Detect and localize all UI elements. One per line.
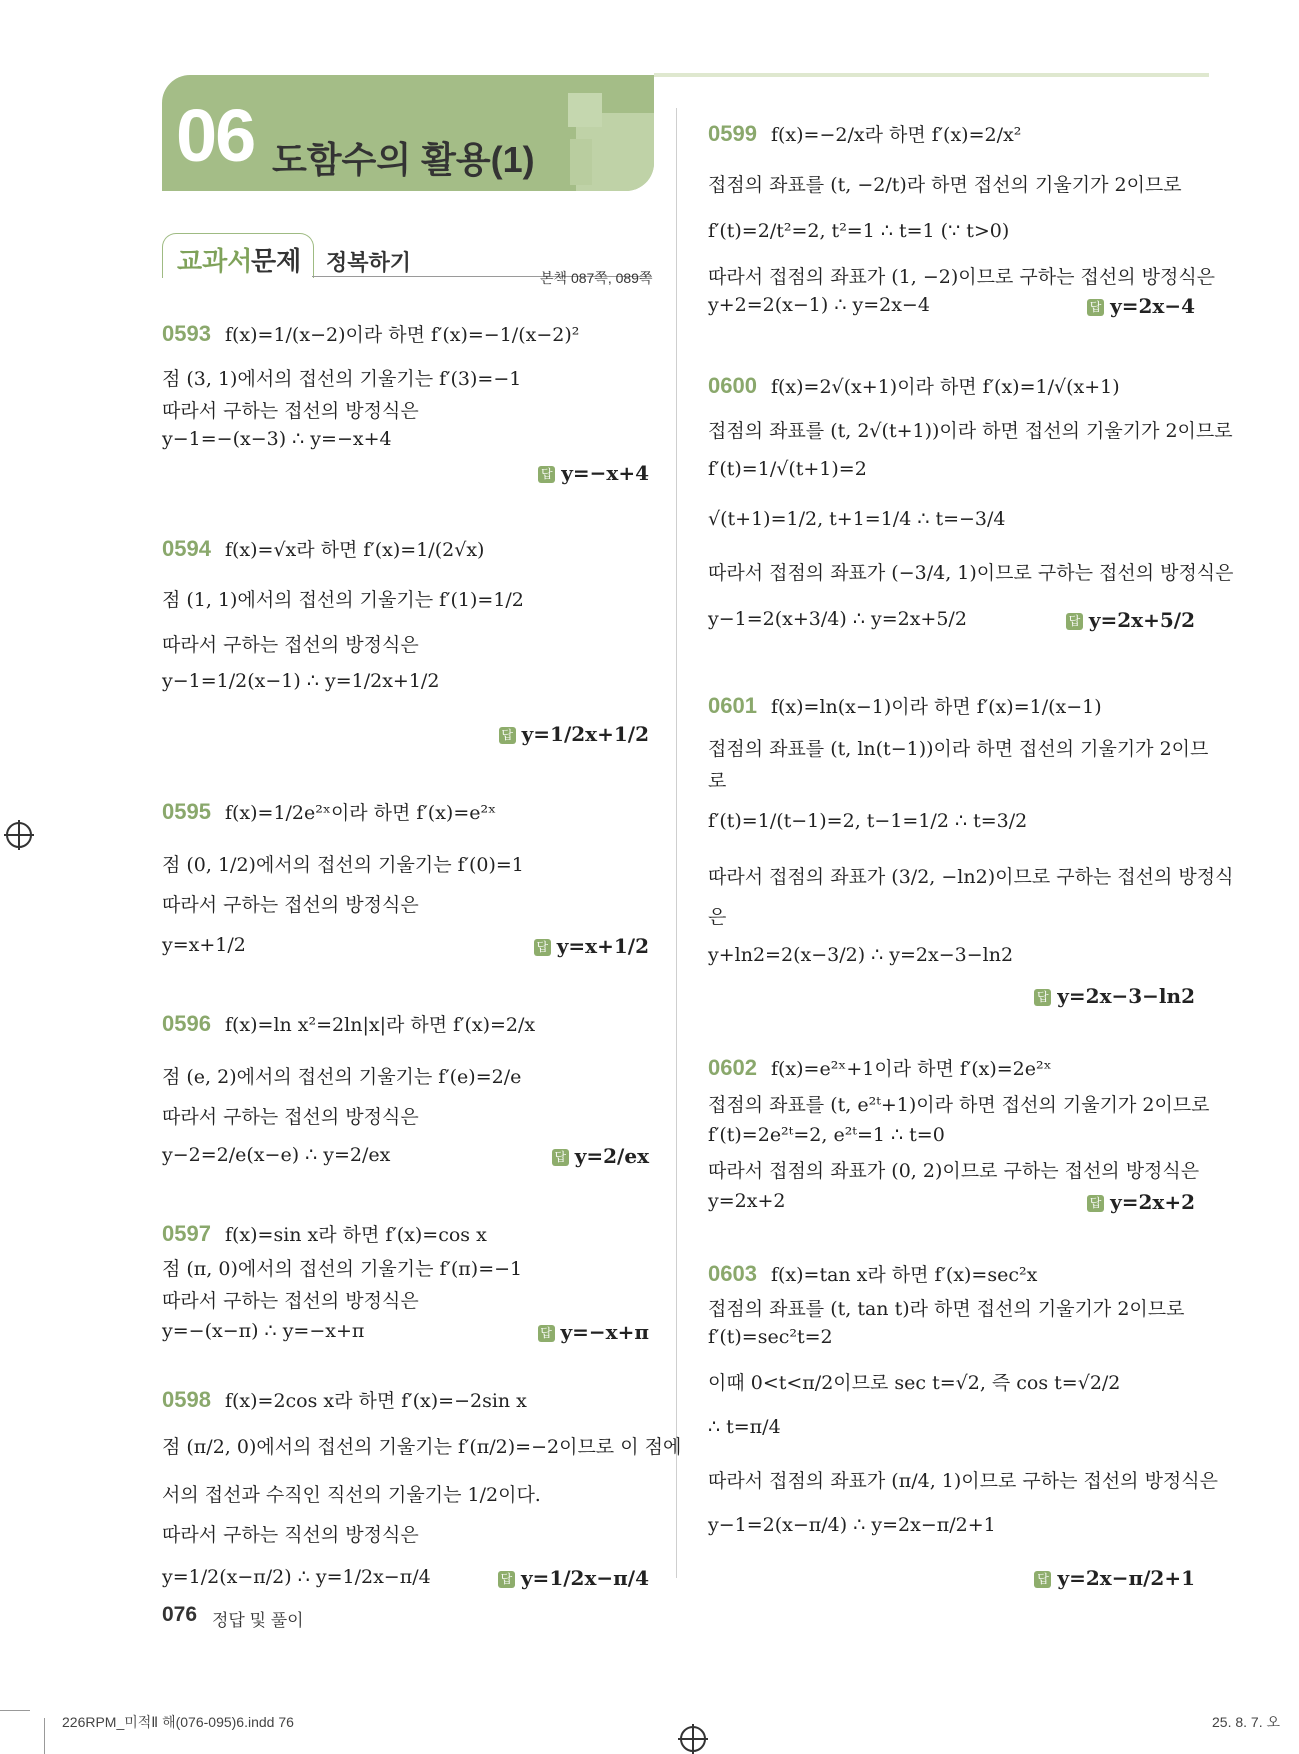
problem-line: 로 [708,770,727,792]
problem-line: 따라서 접점의 좌표가 (π/4, 1)이므로 구하는 접선의 방정식은 [708,1470,1218,1492]
problem-line: 접점의 좌표를 (t, ln(t−1))이라 하면 접선의 기울기가 2이므 [708,738,1209,760]
problem-number: 0602 [708,1055,757,1080]
print-file-info: 226RPM_미적Ⅱ 해(076-095)6.indd 76 [62,1714,294,1730]
chapter-number: 06 [176,94,255,177]
answer: 답 y=−x+π [538,1320,649,1344]
problem-line: f′(t)=2e²ᵗ=2, e²ᵗ=1 ∴ t=0 [708,1124,945,1146]
answer: 답 y=1/2x+1/2 [499,722,649,746]
answer-badge-icon: 답 [538,1325,555,1342]
answer-badge-icon: 답 [534,939,551,956]
problem-number: 0603 [708,1261,757,1286]
footer-label: 정답 및 풀이 [212,1611,304,1630]
problem-number: 0601 [708,693,757,718]
problem-line: 0603 f(x)=tan x라 하면 f′(x)=sec²x [708,1261,1038,1286]
page-number: 076 [162,1603,198,1626]
problem-line: 점 (π/2, 0)에서의 접선의 기울기는 f′(π/2)=−2이므로 이 점에 [162,1436,682,1458]
answer: 답 y=1/2x−π/4 [498,1566,649,1590]
answer: 답 y=2/ex [552,1144,649,1168]
problem-line: y−1=1/2(x−1) ∴ y=1/2x+1/2 [162,670,440,692]
answer-badge-icon: 답 [1087,299,1104,316]
registration-mark-icon [6,822,32,848]
problem-line: 점 (e, 2)에서의 접선의 기울기는 f′(e)=2/e [162,1066,522,1088]
answer: 답 y=−x+4 [538,461,649,485]
section-tab [162,233,314,278]
problem-number: 0600 [708,373,757,398]
problem-line: 점 (3, 1)에서의 접선의 기울기는 f′(3)=−1 [162,368,522,390]
problem-line: 이때 0<t<π/2이므로 sec t=√2, 즉 cos t=√2/2 [708,1372,1121,1394]
problem-number: 0594 [162,536,211,561]
problem-line: f′(t)=1/(t−1)=2, t−1=1/2 ∴ t=3/2 [708,810,1028,832]
section-reference: 본책 087쪽, 089쪽 [540,270,653,286]
problem-line: 따라서 구하는 접선의 방정식은 [162,894,419,916]
answer: 답 y=x+1/2 [534,934,649,958]
answer-badge-icon: 답 [538,466,555,483]
problem-line: 0599 f(x)=−2/x라 하면 f′(x)=2/x² [708,121,1022,146]
answer: 답 y=2x+5/2 [1066,608,1195,632]
problem-line: y=−(x−π) ∴ y=−x+π [162,1320,365,1342]
header-deco-square [570,139,592,185]
problem-line: y−1=2(x+3/4) ∴ y=2x+5/2 [708,608,967,630]
problem-line: 접점의 좌표를 (t, tan t)라 하면 접선의 기울기가 2이므로 [708,1298,1185,1320]
problem-line: 따라서 접점의 좌표가 (3/2, −ln2)이므로 구하는 접선의 방정식 [708,866,1234,888]
problem-line: 접점의 좌표를 (t, 2√(t+1))이라 하면 접선의 기울기가 2이므로 [708,420,1233,442]
problem-number: 0598 [162,1387,211,1412]
column-divider [676,108,677,1578]
section-subtitle: 정복하기 [326,250,412,275]
problem-line: 접점의 좌표를 (t, e²ᵗ+1)이라 하면 접선의 기울기가 2이므로 [708,1094,1210,1116]
crop-mark [0,1710,30,1711]
problem-line: 0602 f(x)=e²ˣ+1이라 하면 f′(x)=2e²ˣ [708,1055,1052,1080]
problem-line: 따라서 구하는 접선의 방정식은 [162,1290,419,1312]
problem-line: √(t+1)=1/2, t+1=1/4 ∴ t=−3/4 [708,508,1006,530]
chapter-title: 도함수의 활용(1) [272,139,535,180]
problem-line: 따라서 구하는 접선의 방정식은 [162,400,419,422]
problem-number: 0597 [162,1221,211,1246]
problem-line: y=x+1/2 [162,934,246,956]
problem-line: 서의 접선과 수직인 직선의 기울기는 1/2이다. [162,1484,541,1506]
problem-line: y+ln2=2(x−3/2) ∴ y=2x−3−ln2 [708,944,1014,966]
problem-line: 점 (0, 1/2)에서의 접선의 기울기는 f′(0)=1 [162,854,524,876]
problem-line: 따라서 접점의 좌표가 (1, −2)이므로 구하는 접선의 방정식은 [708,266,1216,288]
header-rule [654,73,1209,77]
answer-badge-icon: 답 [498,1571,515,1588]
answer-badge-icon: 답 [1066,613,1083,630]
problem-number: 0595 [162,799,211,824]
problem-line: 점 (π, 0)에서의 접선의 기울기는 f′(π)=−1 [162,1258,523,1280]
problem-number: 0593 [162,321,211,346]
problem-line: 0593 f(x)=1/(x−2)이라 하면 f′(x)=−1/(x−2)² [162,321,580,346]
section-tab-label-1: 교과서 [177,246,253,276]
problem-line: 0595 f(x)=1/2e²ˣ이라 하면 f′(x)=e²ˣ [162,799,497,824]
crop-mark [44,1718,45,1754]
header-deco-square [568,93,602,127]
problem-line: y=1/2(x−π/2) ∴ y=1/2x−π/4 [162,1566,431,1588]
problem-line: f′(t)=sec²t=2 [708,1326,833,1348]
problem-line: 0601 f(x)=ln(x−1)이라 하면 f′(x)=1/(x−1) [708,693,1102,718]
problem-line: 은 [708,906,727,928]
problem-line: 0600 f(x)=2√(x+1)이라 하면 f′(x)=1/√(x+1) [708,373,1120,398]
problem-line: y−2=2/e(x−e) ∴ y=2/ex [162,1144,391,1166]
problem-line: 0598 f(x)=2cos x라 하면 f′(x)=−2sin x [162,1387,527,1412]
problem-line: y−1=2(x−π/4) ∴ y=2x−π/2+1 [708,1514,996,1536]
answer-badge-icon: 답 [499,727,516,744]
problem-line: 따라서 구하는 직선의 방정식은 [162,1524,419,1546]
problem-line: f′(t)=2/t²=2, t²=1 ∴ t=1 (∵ t>0) [708,220,1010,242]
problem-line: y−1=−(x−3) ∴ y=−x+4 [162,428,392,450]
problem-line: 0594 f(x)=√x라 하면 f′(x)=1/(2√x) [162,536,485,561]
problem-line: 0596 f(x)=ln x²=2ln|x|라 하면 f′(x)=2/x [162,1011,536,1036]
problem-line: 따라서 접점의 좌표가 (0, 2)이므로 구하는 접선의 방정식은 [708,1160,1200,1182]
answer-badge-icon: 답 [552,1149,569,1166]
answer-badge-icon: 답 [1034,989,1051,1006]
answer-badge-icon: 답 [1087,1195,1104,1212]
problem-line: f′(t)=1/√(t+1)=2 [708,458,867,480]
registration-mark-icon [680,1726,706,1752]
problem-line: 따라서 구하는 접선의 방정식은 [162,1106,419,1128]
problem-line: 접점의 좌표를 (t, −2/t)라 하면 접선의 기울기가 2이므로 [708,174,1182,196]
problem-line: 따라서 구하는 접선의 방정식은 [162,634,419,656]
chapter-header [162,75,654,191]
problem-line: y=2x+2 [708,1190,786,1212]
problem-line: 따라서 접점의 좌표가 (−3/4, 1)이므로 구하는 접선의 방정식은 [708,562,1234,584]
answer: 답 y=2x+2 [1087,1190,1195,1214]
answer-badge-icon: 답 [1034,1571,1051,1588]
section-tab-label-2: 문제 [251,246,302,276]
problem-number: 0599 [708,121,757,146]
problem-line: 0597 f(x)=sin x라 하면 f′(x)=cos x [162,1221,487,1246]
answer: 답 y=2x−3−ln2 [1034,984,1195,1008]
problem-line: ∴ t=π/4 [708,1416,781,1438]
answer: 답 y=2x−π/2+1 [1034,1566,1195,1590]
problem-number: 0596 [162,1011,211,1036]
problem-line: y+2=2(x−1) ∴ y=2x−4 [708,294,930,316]
answer: 답 y=2x−4 [1087,294,1195,318]
print-date-info: 25. 8. 7. 오 [1212,1714,1281,1730]
problem-line: 점 (1, 1)에서의 접선의 기울기는 f′(1)=1/2 [162,589,524,611]
